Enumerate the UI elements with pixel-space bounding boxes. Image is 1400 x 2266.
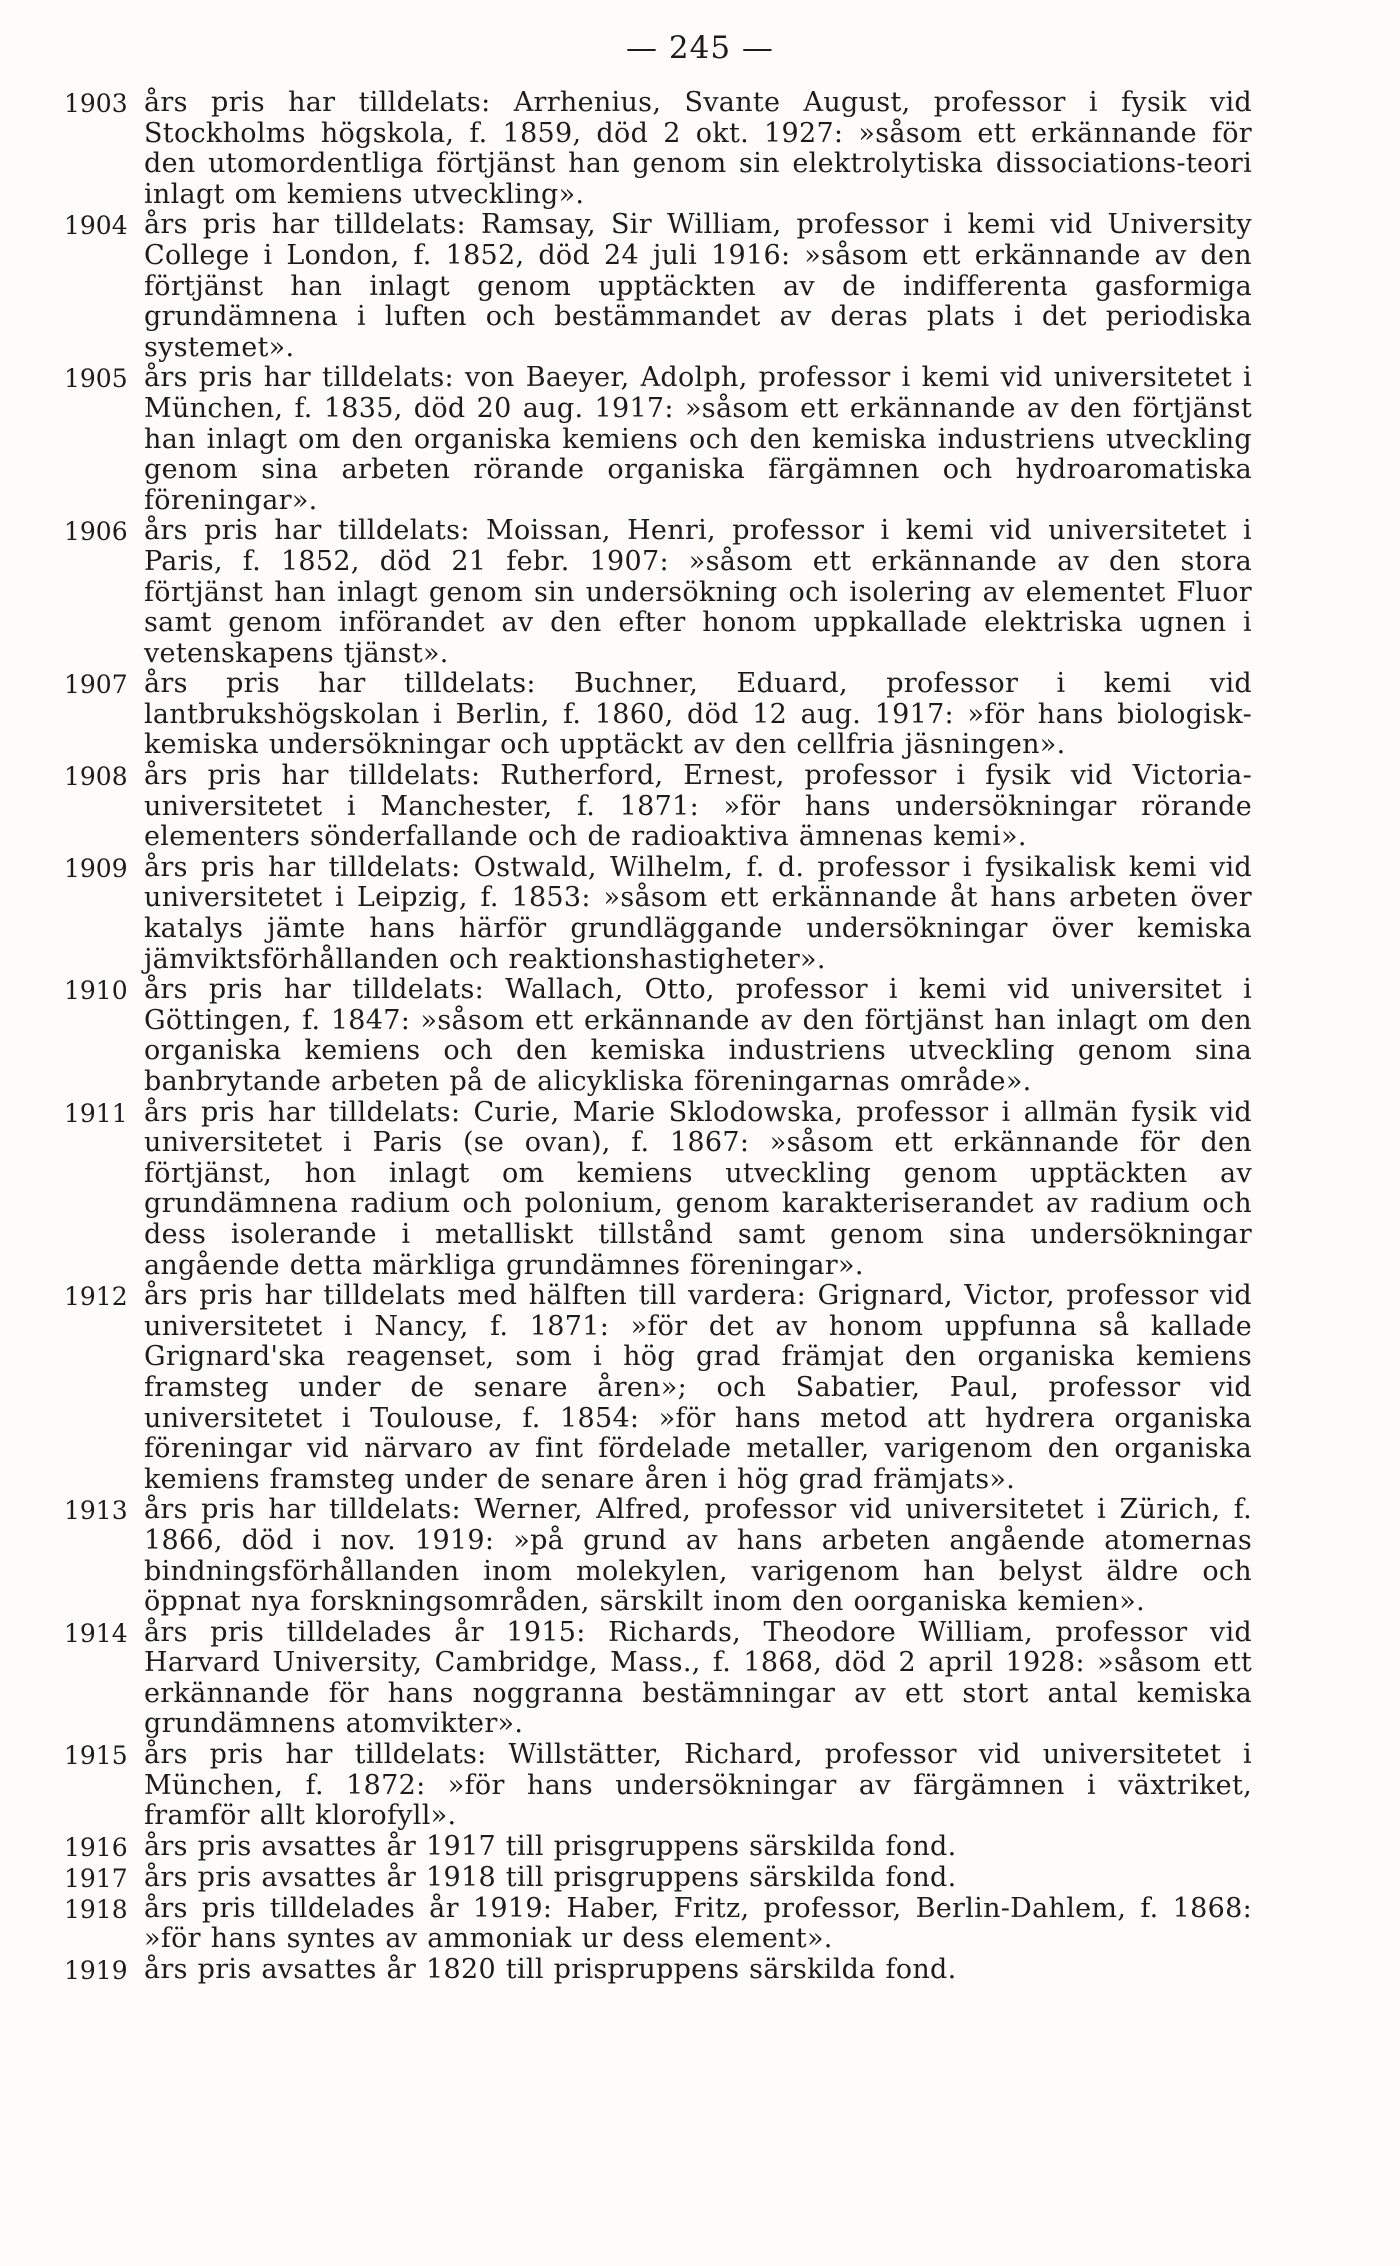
entry-text: års pris har tilldelats: Ramsay, Sir William, professor i kemi vid University College i London, f. 1852, död 24 juli 1916: »såsom ett erkännande av den förtjänst han inlagt genom upptäckten av de indifferenta gasformiga grundämnena i luften och bestämmandet av deras plats i det periodiska systemet». [144,209,1252,363]
entry-text: års pris avsattes år 1820 till prispruppens särskilda fond. [144,1954,957,1986]
entry-text: års pris har tilldelats med hälften till vardera: Grignard, Victor, professor vid universitetet i Nancy, f. 1871: »för det av honom uppfunna så kallade Grignard'ska reagenset, som i hög grad främjat den organiska kemiens framsteg under de senare åren»; och Sabatier, Paul, professor vid universitetet i Toulouse, f. 1854: »för hans metod att hydrera organiska föreningar vid närvaro av fint fördelade metaller, varigenom den organiska kemiens framsteg under de senare åren i hög grad främjats». [144,1280,1252,1495]
entry-year: 1906 [64,517,128,547]
entry-year: 1908 [64,762,128,792]
prize-entry-1906 [64,516,1252,669]
prize-entry-list [64,88,1252,1986]
entry-text: års pris har tilldelats: Willstätter, Richard, professor vid universitetet i München, f. 1872: »för hans undersökningar av färgämnen i växtriket, framför allt klorofyll». [144,1739,1252,1832]
entry-text: års pris avsattes år 1917 till prisgruppens särskilda fond. [144,1830,957,1862]
prize-entry-1919 [64,1955,1252,1986]
prize-entry-1916 [64,1832,1252,1863]
entry-year: 1913 [64,1496,128,1526]
entry-year: 1903 [64,89,128,118]
entry-text: års pris avsattes år 1918 till prisgruppens särskilda fond. [144,1861,957,1893]
entry-year: 1917 [64,1863,128,1893]
entry-text: års pris tilldelades år 1919: Haber, Fritz, professor, Berlin-Dahlem, f. 1868: »för hans syntes av ammoniak ur dess element». [144,1892,1252,1955]
entry-text: års pris har tilldelats: Wallach, Otto, professor i kemi vid universitet i Göttingen, f. 1847: »såsom ett erkännande av den förtjänst han inlagt om den organiska kemiens och den kemiska industriens utveckling genom sina banbrytande arbeten på de alicykliska föreningarnas område». [144,974,1252,1097]
prize-entry-1915 [64,1740,1252,1832]
prize-entry-1910 [64,975,1252,1097]
page-number: — 245 — [626,30,774,66]
prize-entry-1911 [64,1098,1252,1282]
entry-text: års pris har tilldelats: Buchner, Eduard, professor i kemi vid lantbrukshögskolan i Berlin, f. 1860, död 12 aug. 1917: »för hans biologisk-kemiska undersökningar och upptäckt av den cellfria jäsningen». [144,668,1252,761]
entry-text: års pris har tilldelats: Werner, Alfred, professor vid universitetet i Zürich, f. 1866, död i nov. 1919: »på grund av hans arbeten angående atomernas bindningsförhållanden inom molekylen, varigenom han belyst äldre och öppnat nya forskningsområden, särskilt inom den oorganiska kemien». [144,1494,1252,1618]
entry-year: 1919 [64,1956,128,1986]
entry-year: 1905 [64,364,128,394]
entry-year: 1918 [64,1894,128,1924]
prize-entry-1914 [64,1618,1252,1740]
entry-text: års pris har tilldelats: von Baeyer, Adolph, professor i kemi vid universitetet i München, f. 1835, död 20 aug. 1917: »såsom ett erkännande av den förtjänst han inlagt om den organiska kemiens och den kemiska industriens utveckling genom sina arbeten rörande organiska färgämnen och hydroaromatiska föreningar». [144,362,1252,516]
prize-entry-1908 [64,761,1252,853]
entry-text: års pris har tilldelats: Rutherford, Ernest, professor i fysik vid Victoria-universitetet i Manchester, f. 1871: »för hans undersökningar rörande elementers sönderfallande och de radioaktiva ämnenas kemi». [144,760,1252,853]
entry-year: 1909 [64,853,128,883]
prize-entry-1912 [64,1281,1252,1495]
prize-entry-1904 [64,210,1252,363]
entry-year: 1912 [64,1282,128,1312]
prize-entry-1918 [64,1894,1252,1955]
entry-text: års pris tilldelades år 1915: Richards, Theodore William, professor vid Harvard University, Cambridge, Mass., f. 1868, död 2 april 1928: »såsom ett erkännande för hans noggranna bestämningar av ett stort antal kemiska grundämnens atomvikter». [144,1616,1252,1740]
entry-text: års pris har tilldelats: Ostwald, Wilhelm, f. d. professor i fysikalisk kemi vid universitetet i Leipzig, f. 1853: »såsom ett erkännande åt hans arbeten över katalys jämte hans härför grundläggande undersökningar över kemiska jämviktsförhållanden och reaktionshastigheter». [144,851,1252,975]
entry-year: 1914 [64,1618,128,1648]
entry-year: 1911 [64,1098,128,1128]
entry-year: 1915 [64,1741,128,1771]
entry-year: 1904 [64,211,128,241]
prize-entry-1905 [64,363,1252,516]
entry-text: års pris har tilldelats: Moissan, Henri, professor i kemi vid universitetet i Paris, f. 1852, död 21 febr. 1907: »såsom ett erkännande av den stora förtjänst han inlagt genom sin undersökning och isolering av elementet Fluor samt genom införandet av den efter honom uppkallade elektriska ugnen i vetenskapens tjänst». [144,515,1252,669]
prize-entry-1909 [64,853,1252,975]
entry-text: års pris har tilldelats: Curie, Marie Sklodowska, professor i allmän fysik vid universitetet i Paris (se ovan), f. 1867: »såsom ett erkännande för den förtjänst, hon inlagt om kemiens utveckling genom upptäckten av grundämnena radium och polonium, genom karakteriserandet av radium och dess isolerande i metalliskt tillstånd samt genom sina undersökningar angående detta märkliga grundämnes föreningar». [144,1096,1252,1281]
entry-year: 1910 [64,976,128,1006]
entry-year: 1907 [64,670,128,700]
prize-entry-1917 [64,1863,1252,1894]
prize-entry-1913 [64,1495,1252,1617]
prize-entry-1903 [64,88,1252,210]
prize-entry-1907 [64,669,1252,761]
entry-text: års pris har tilldelats: Arrhenius, Svante August, professor i fysik vid Stockholms högskola, f. 1859, död 2 okt. 1927: »såsom ett erkännande för den utomordentliga förtjänst han genom sin elektrolytiska dissociations-teori inlagt om kemiens utveckling». [144,87,1252,210]
entry-year: 1916 [64,1832,128,1862]
